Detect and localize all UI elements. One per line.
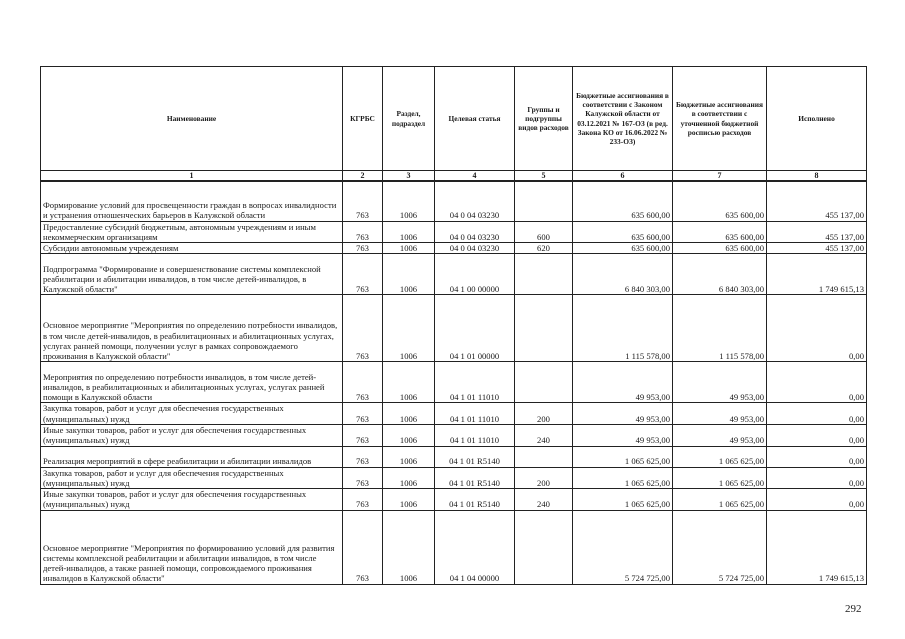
table-row — [41, 467, 867, 489]
table-row — [41, 295, 867, 362]
row-name: Иные закупки товаров, работ и услуг для обеспечения государственных (муниципальных) нужд — [41, 424, 343, 446]
header-budget-plan: Бюджетные ассигнования в соответствии с уточненной бюджетной росписью расходов — [673, 67, 767, 171]
row-vid: 600 — [515, 221, 573, 243]
table-row — [41, 181, 867, 221]
header-done: Исполнено — [767, 67, 867, 171]
row-razdel: 1006 — [383, 467, 435, 489]
row-vid — [515, 181, 573, 221]
row-kgrbs: 763 — [343, 424, 383, 446]
row-budget-plan: 1 115 578,00 — [673, 295, 767, 362]
row-vid — [515, 446, 573, 467]
budget-table — [40, 66, 867, 585]
row-budget-plan: 49 953,00 — [673, 424, 767, 446]
row-budget-plan: 1 065 625,00 — [673, 489, 767, 511]
row-kgrbs: 763 — [343, 510, 383, 584]
row-statya: 04 1 00 00000 — [435, 254, 515, 295]
row-kgrbs: 763 — [343, 362, 383, 403]
row-statya: 04 1 01 R5140 — [435, 446, 515, 467]
row-kgrbs: 763 — [343, 254, 383, 295]
row-kgrbs: 763 — [343, 221, 383, 243]
page-number: 292 — [845, 603, 862, 615]
table-row — [41, 254, 867, 295]
row-razdel: 1006 — [383, 221, 435, 243]
table-row — [41, 446, 867, 467]
row-razdel: 1006 — [383, 489, 435, 511]
row-done: 0,00 — [767, 403, 867, 425]
row-vid — [515, 510, 573, 584]
row-vid: 200 — [515, 403, 573, 425]
row-vid — [515, 254, 573, 295]
column-number: 7 — [673, 171, 767, 182]
row-razdel: 1006 — [383, 295, 435, 362]
row-done: 0,00 — [767, 467, 867, 489]
header-razdel: Раздел, подраздел — [383, 67, 435, 171]
row-budget-law: 1 115 578,00 — [573, 295, 673, 362]
row-budget-law: 635 600,00 — [573, 221, 673, 243]
row-budget-law: 635 600,00 — [573, 243, 673, 254]
row-done: 0,00 — [767, 295, 867, 362]
row-done: 1 749 615,13 — [767, 254, 867, 295]
column-number: 8 — [767, 171, 867, 182]
row-done: 0,00 — [767, 446, 867, 467]
row-razdel: 1006 — [383, 362, 435, 403]
row-razdel: 1006 — [383, 403, 435, 425]
table-row — [41, 243, 867, 254]
row-kgrbs: 763 — [343, 467, 383, 489]
row-budget-plan: 1 065 625,00 — [673, 467, 767, 489]
row-vid: 620 — [515, 243, 573, 254]
row-name: Мероприятия по определению потребности инвалидов, в том числе детей-инвалидов, в реабилитационных и абилитационных услугах, услугах ранней помощи в Калужской области — [41, 362, 343, 403]
row-kgrbs: 763 — [343, 181, 383, 221]
row-statya: 04 1 01 00000 — [435, 295, 515, 362]
row-done: 455 137,00 — [767, 243, 867, 254]
row-name: Предоставление субсидий бюджетным, автономным учреждениям и иным некоммерческим организациям — [41, 221, 343, 243]
row-vid: 200 — [515, 467, 573, 489]
column-number-row — [41, 171, 867, 182]
row-budget-plan: 49 953,00 — [673, 362, 767, 403]
row-budget-plan: 635 600,00 — [673, 181, 767, 221]
row-razdel: 1006 — [383, 243, 435, 254]
header-budget-law: Бюджетные ассигнования в соответствии с Законом Калужской области от 03.12.2021 № 167-ОЗ (в ред. Закона КО от 16.06.2022 № 233-ОЗ) — [573, 67, 673, 171]
row-vid — [515, 362, 573, 403]
row-budget-law: 49 953,00 — [573, 424, 673, 446]
row-kgrbs: 763 — [343, 489, 383, 511]
row-done: 455 137,00 — [767, 181, 867, 221]
row-razdel: 1006 — [383, 446, 435, 467]
row-budget-plan: 635 600,00 — [673, 221, 767, 243]
column-number: 2 — [343, 171, 383, 182]
row-statya: 04 1 01 11010 — [435, 403, 515, 425]
row-budget-plan: 5 724 725,00 — [673, 510, 767, 584]
row-kgrbs: 763 — [343, 295, 383, 362]
header-vid: Группы и подгруппы видов расходов — [515, 67, 573, 171]
row-budget-law: 1 065 625,00 — [573, 489, 673, 511]
row-statya: 04 1 01 R5140 — [435, 467, 515, 489]
row-budget-plan: 1 065 625,00 — [673, 446, 767, 467]
row-done: 455 137,00 — [767, 221, 867, 243]
row-budget-law: 1 065 625,00 — [573, 446, 673, 467]
row-razdel: 1006 — [383, 424, 435, 446]
table-row — [41, 489, 867, 511]
row-budget-plan: 635 600,00 — [673, 243, 767, 254]
row-kgrbs: 763 — [343, 403, 383, 425]
row-name: Реализация мероприятий в сфере реабилитации и абилитации инвалидов — [41, 446, 343, 467]
table-row — [41, 221, 867, 243]
header-row — [41, 67, 867, 171]
column-number: 5 — [515, 171, 573, 182]
row-done: 0,00 — [767, 489, 867, 511]
row-name: Основное мероприятие "Мероприятия по формированию условий для развития системы комплексной реабилитации и абилитации инвалидов, в том числе детей-инвалидов, а также ранней помощи, сопровождаемого проживания инвалидов в Калужской области" — [41, 510, 343, 584]
header-kgrbs: КГРБС — [343, 67, 383, 171]
row-budget-law: 1 065 625,00 — [573, 467, 673, 489]
row-done: 1 749 615,13 — [767, 510, 867, 584]
row-statya: 04 0 04 03230 — [435, 243, 515, 254]
row-name: Закупка товаров, работ и услуг для обеспечения государственных (муниципальных) нужд — [41, 403, 343, 425]
row-name: Закупка товаров, работ и услуг для обеспечения государственных (муниципальных) нужд — [41, 467, 343, 489]
row-budget-law: 49 953,00 — [573, 403, 673, 425]
row-vid: 240 — [515, 489, 573, 511]
table-row — [41, 362, 867, 403]
row-razdel: 1006 — [383, 254, 435, 295]
row-budget-plan: 49 953,00 — [673, 403, 767, 425]
column-number: 3 — [383, 171, 435, 182]
row-razdel: 1006 — [383, 181, 435, 221]
table-row — [41, 403, 867, 425]
row-vid — [515, 295, 573, 362]
column-number: 4 — [435, 171, 515, 182]
row-kgrbs: 763 — [343, 243, 383, 254]
header-statya: Целевая статья — [435, 67, 515, 171]
row-budget-plan: 6 840 303,00 — [673, 254, 767, 295]
row-name: Формирование условий для просвещенности граждан в вопросах инвалидности и устранения отношенческих барьеров в Калужской области — [41, 181, 343, 221]
row-name: Субсидии автономным учреждениям — [41, 243, 343, 254]
row-budget-law: 635 600,00 — [573, 181, 673, 221]
row-name: Основное мероприятие "Мероприятия по определению потребности инвалидов, в том числе детей-инвалидов, в реабилитационных и абилитационных услугах, услугах ранней помощи, получении услуг в рамках сопровождаемого проживания в Калужской области" — [41, 295, 343, 362]
row-statya: 04 1 01 11010 — [435, 362, 515, 403]
row-budget-law: 5 724 725,00 — [573, 510, 673, 584]
table-row — [41, 510, 867, 584]
row-budget-law: 49 953,00 — [573, 362, 673, 403]
row-statya: 04 0 04 03230 — [435, 181, 515, 221]
row-statya: 04 1 01 11010 — [435, 424, 515, 446]
table-row — [41, 424, 867, 446]
column-number: 6 — [573, 171, 673, 182]
row-budget-law: 6 840 303,00 — [573, 254, 673, 295]
row-razdel: 1006 — [383, 510, 435, 584]
row-name: Подпрограмма "Формирование и совершенствование системы комплексной реабилитации и абилитации инвалидов, в том числе детей-инвалидов, в Калужской области" — [41, 254, 343, 295]
row-statya: 04 1 04 00000 — [435, 510, 515, 584]
column-number: 1 — [41, 171, 343, 182]
row-vid: 240 — [515, 424, 573, 446]
row-done: 0,00 — [767, 362, 867, 403]
row-statya: 04 0 04 03230 — [435, 221, 515, 243]
header-name: Наименование — [41, 67, 343, 171]
row-kgrbs: 763 — [343, 446, 383, 467]
row-done: 0,00 — [767, 424, 867, 446]
row-statya: 04 1 01 R5140 — [435, 489, 515, 511]
row-name: Иные закупки товаров, работ и услуг для обеспечения государственных (муниципальных) нужд — [41, 489, 343, 511]
